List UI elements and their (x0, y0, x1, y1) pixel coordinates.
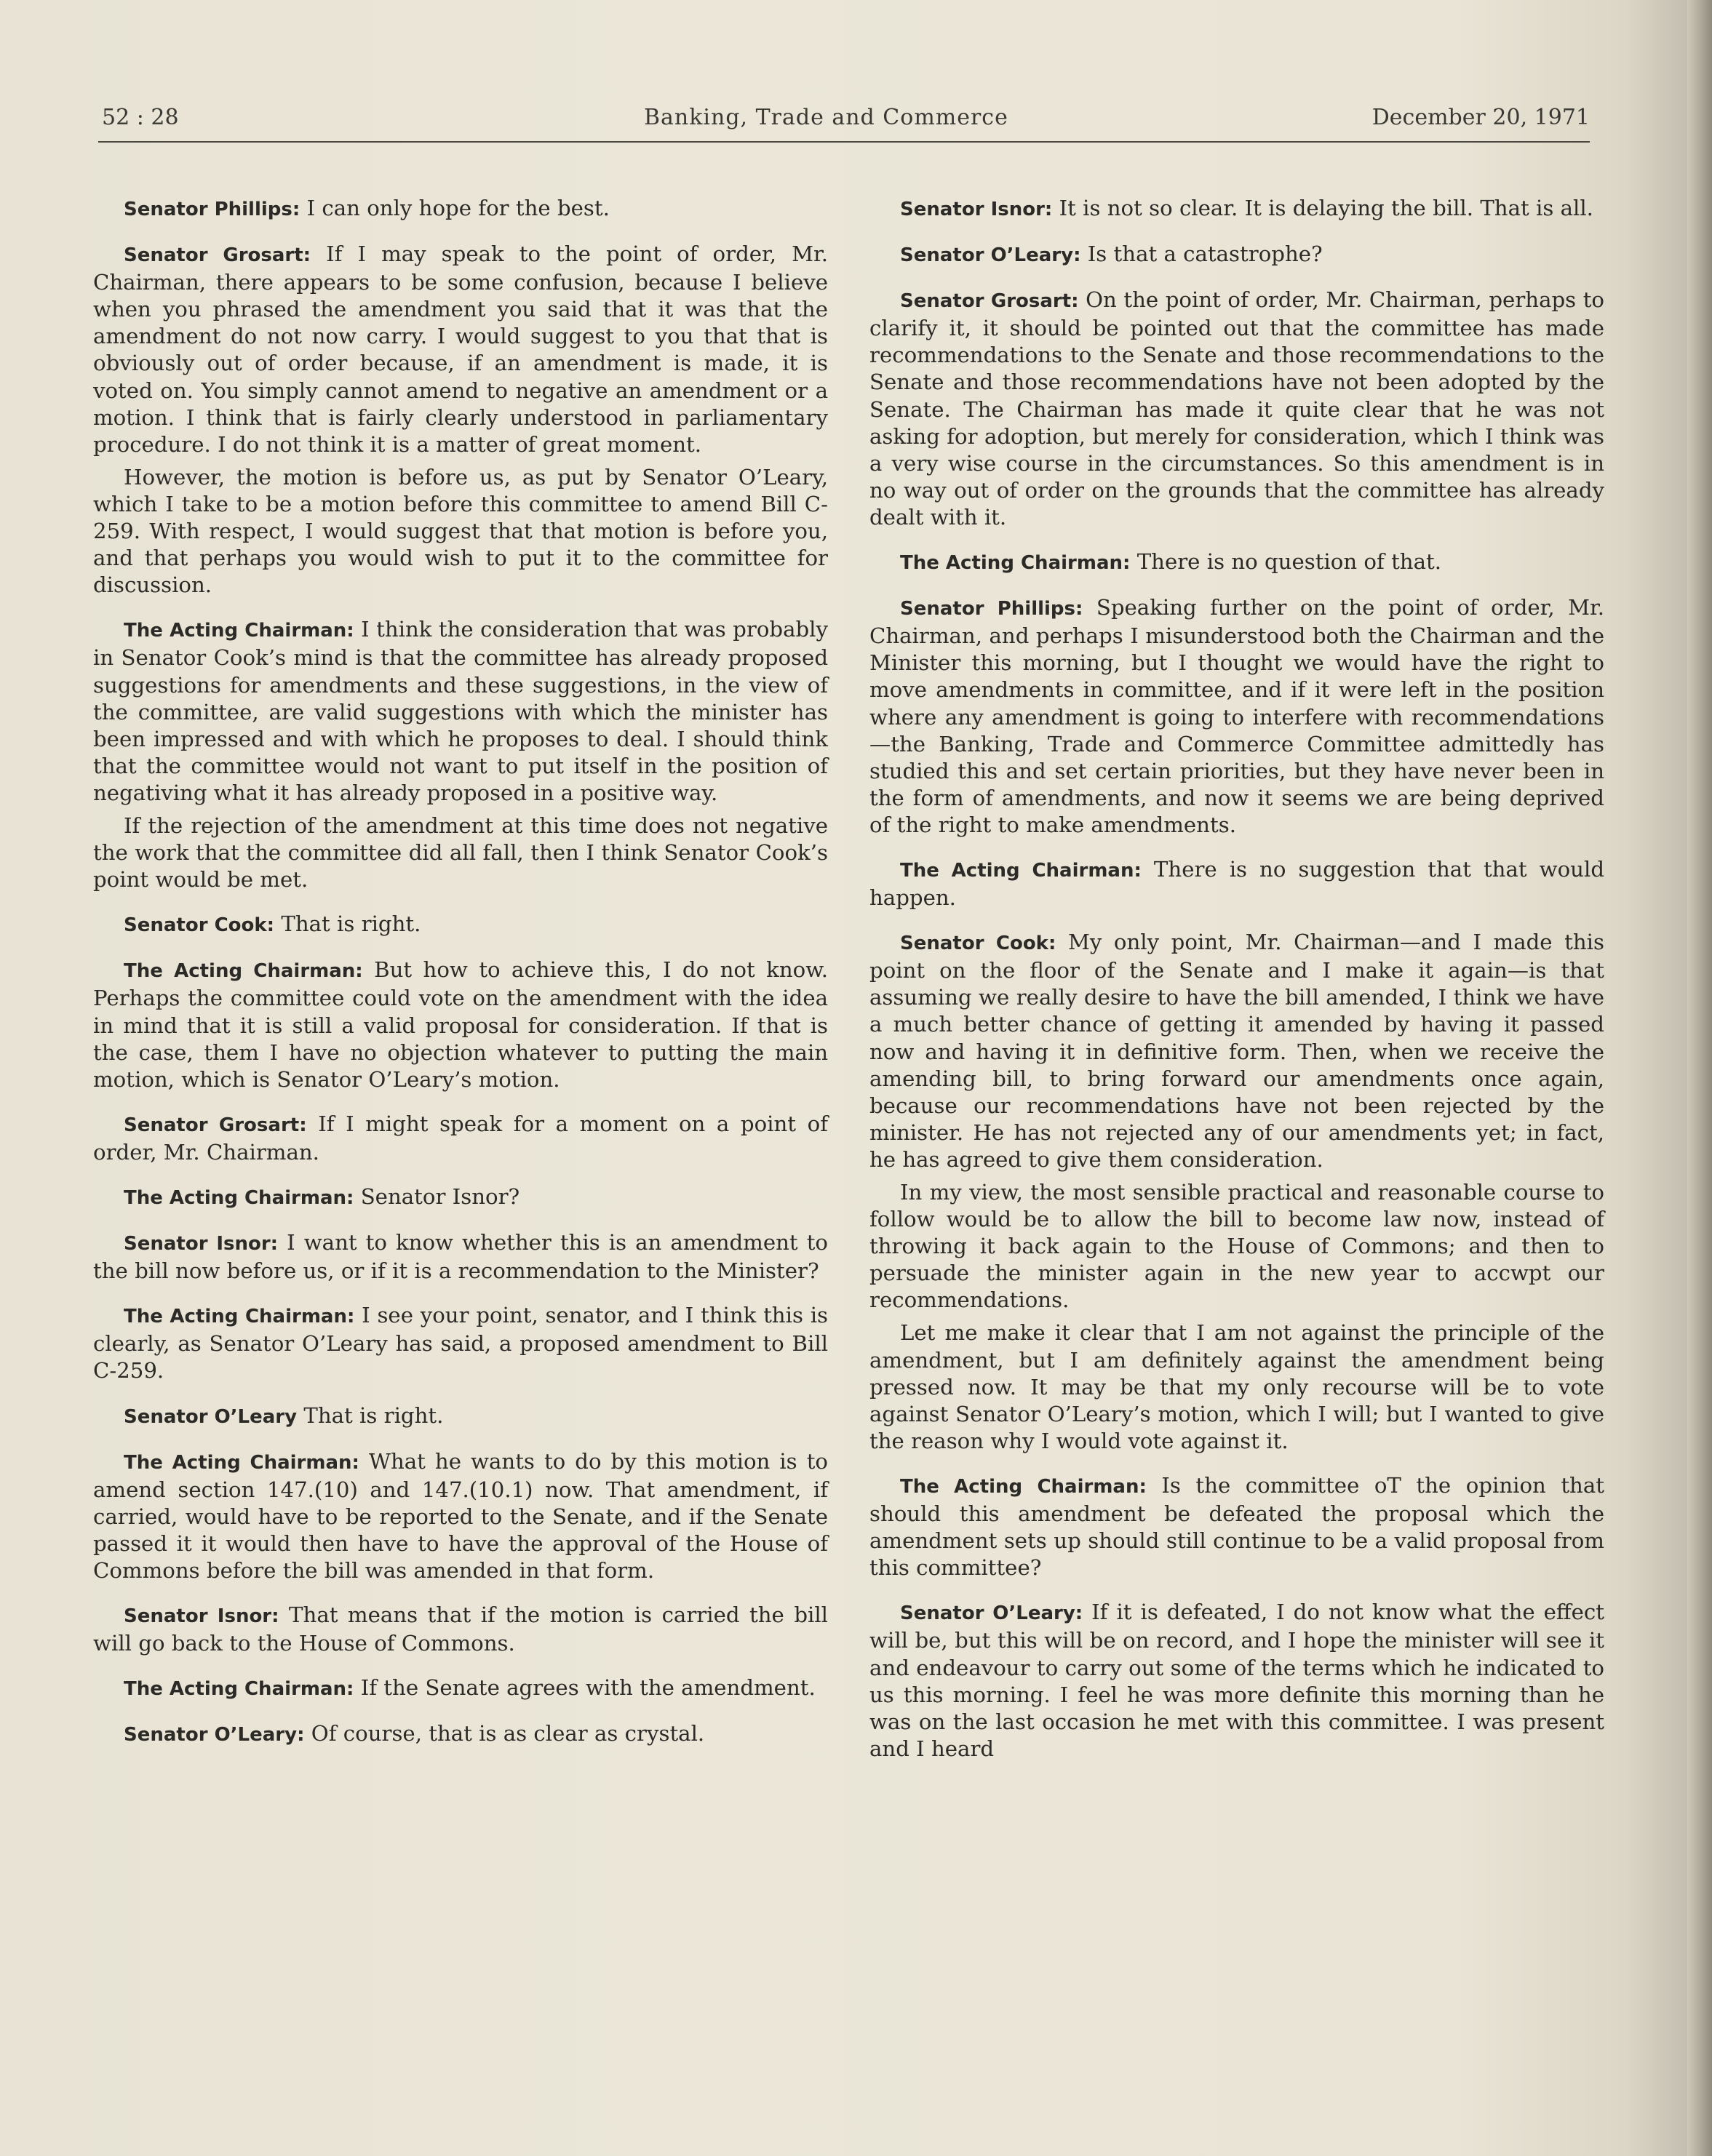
speech-text: There is no suggestion that that would happen. (869, 856, 1605, 911)
speech-text: I can only hope for the best. (306, 196, 610, 220)
speech-text: That is right. (281, 911, 421, 937)
page-number: 52 : 28 (102, 105, 179, 130)
speech-paragraph (93, 464, 828, 599)
speaker-name: Senator O’Leary: (900, 1602, 1083, 1625)
publication-date: December 20, 1971 (1371, 105, 1590, 130)
speaker-name: The Acting Chairman: (124, 1451, 359, 1474)
speech-paragraph (869, 241, 1604, 269)
speech-paragraph (869, 1319, 1604, 1454)
speech-text: My only point, Mr. Chairman—and I made this point on the floor of the Senate and I make it again—is that assuming we really desire to have the bill amended, I think we have a much better chance of getting it amended by having it passed now and having it in definitive form. Then, when we receive the amending bill, to bring forward our amendments once again, because our recommendations have not been rejected by the minister. He has not rejected any of our amendments yet; in fact, he has agreed to give them consideration. (869, 930, 1604, 1172)
speech-paragraph (869, 195, 1604, 223)
speaker-name: The Acting Chairman: (124, 620, 354, 642)
speech-paragraph (869, 548, 1604, 577)
speech-paragraph (93, 1302, 828, 1384)
speaker-name: The Acting Chairman: (900, 859, 1142, 882)
speech-paragraph (93, 813, 828, 893)
speaker-name: The Acting Chairman: (124, 1678, 354, 1701)
speaker-name: Senator O’Leary: (900, 244, 1081, 267)
speech-paragraph (93, 1674, 828, 1703)
speech-paragraph (93, 1229, 828, 1285)
speech-paragraph (93, 1402, 828, 1431)
speech-paragraph (93, 911, 828, 939)
speaker-name: Senator O’Leary: (124, 1724, 305, 1746)
header-rule (98, 141, 1590, 143)
speaker-name: Senator Cook: (124, 914, 275, 937)
speech-text: Speaking further on the point of order, Mr. Chairman, and perhaps I misunderstood both the Chairman and the Minister this morning, but I thought we would have the right to move amendments in committee, and if it were left in the position where any amendment is going to interfere with recommendations—the Banking, Trade and Commerce Committee admittedly has studied this and set certain priorities, but they have never been in the form of amendments, and now it seems we are being deprived of the right to make amendments. (869, 595, 1604, 837)
speech-paragraph (93, 616, 828, 807)
speaker-name: The Acting Chairman: (124, 1306, 355, 1328)
speaker-name: The Acting Chairman: (124, 960, 363, 983)
speech-paragraph (869, 1179, 1604, 1314)
speech-text: If the Senate agrees with the amendment. (360, 1675, 816, 1701)
speaker-name: Senator Phillips: (124, 199, 300, 220)
speech-text: That is right. (303, 1402, 444, 1428)
speaker-name: Senator Cook: (900, 933, 1056, 955)
speech-text: If I may speak to the point of order, Mr. Chairman, there appears to be some confusion, because I believe when you phrased the amendment you said that it was that the amendment do not now carry. I would suggest to you that that is obviously out of order because, if an amendment is made, it is voted on. You simply cannot amend to negative an amendment or a motion. I think that is fairly clearly understood in parliamentary procedure. I do not think it is a matter of great moment. (93, 241, 828, 457)
speech-text: That means that if the motion is carried the bill will go back to the House of Commons. (93, 1602, 829, 1656)
speech-text: I think the consideration that was probably in Senator Cook’s mind is that the committee has already proposed suggestions for amendments and these suggestions, in the view of the committee, are valid suggestions with which the minister has been impressed and with which he proposes to deal. I should think that the committee would not want to put itself in the position of negativing what it has already proposed in a positive way. (93, 617, 828, 805)
speech-text: There is no question of that. (1136, 549, 1442, 575)
publication-title: Banking, Trade and Commerce (644, 105, 1008, 130)
speaker-name: Senator Grosart: (900, 290, 1079, 313)
speech-text: In my view, the most sensible practical and reasonable course to follow would be to allow the bill to become law now, instead of throwing it back again to the House of Commons; and then to persuade the minister again in the new year to accwpt our recommendations. (869, 1180, 1604, 1313)
speech-paragraph (93, 1111, 828, 1166)
speech-text: What he wants to do by this motion is to amend section 147.(10) and 147.(10.1) now. That amendment, if carried, would have to be reported to the Senate, and if the Senate passed it it would then have to have the approval of the House of Commons before the bill was amended in that form. (93, 1448, 828, 1584)
running-head (102, 105, 1590, 140)
speaker-name: Senator Phillips: (900, 598, 1083, 620)
speaker-name: Senator Grosart: (124, 1114, 307, 1136)
speech-text: Is the committee oT the opinion that should this amendment be defeated the proposal which the amendment sets up should still continue to be a valid proposal from this committee? (869, 1472, 1604, 1581)
speech-paragraph (869, 287, 1604, 531)
right-column (869, 195, 1604, 1780)
speech-paragraph (93, 241, 828, 458)
speech-paragraph (869, 594, 1604, 839)
speech-paragraph (93, 1448, 828, 1584)
speech-text: It is not so clear. It is delaying the bill. That is all. (1059, 196, 1593, 220)
speaker-name: The Acting Chairman: (124, 1187, 354, 1209)
speech-paragraph (93, 195, 828, 223)
speaker-name: Senator Grosart: (124, 244, 311, 267)
speech-text: I see your point, senator, and I think this is clearly, as Senator O’Leary has said, a proposed amendment to Bill C-259. (93, 1303, 829, 1384)
speaker-name: Senator O’Leary (124, 1405, 298, 1428)
speech-text: On the point of order, Mr. Chairman, perhaps to clarify it, it should be pointed out that the committee has made recommendations to the Senate and those recommendations to the Senate and those recommendations have not been adopted by the Senate. The Chairman has made it quite clear that he was not asking for adoption, but merely for consideration, which I think was a very wise course in the circumstances. So this amendment is in no way out of order on the grounds that the committee has already dealt with it. (869, 287, 1604, 530)
speech-text: If I might speak for a moment on a point of order, Mr. Chairman. (93, 1111, 829, 1165)
speech-paragraph (869, 856, 1604, 911)
speech-text: Senator Isnor? (360, 1184, 520, 1209)
left-column (93, 195, 828, 1767)
speech-paragraph (869, 1472, 1604, 1581)
speech-paragraph (869, 929, 1604, 1173)
speech-paragraph (93, 957, 828, 1093)
speech-paragraph (93, 1183, 828, 1212)
page-edge-shadow (1687, 0, 1712, 2156)
speech-text: Is that a catastrophe? (1087, 241, 1323, 267)
speech-text: But how to achieve this, I do not know. Perhaps the committee could vote on the amendment with the idea in mind that it is still a valid proposal for consideration. If that is the case, them I have no objection whatever to putting the main motion, which is Senator O’Leary’s motion. (93, 957, 828, 1092)
speech-text: If it is defeated, I do not know what the effect will be, but this will be on record, and I hope the minister will see it and endeavour to carry out some of the terms which he indicated to us this morning. I feel he was more definite this morning than he was on the last occasion he met with this committee. I was present and I heard (869, 1600, 1604, 1761)
speaker-name: Senator Isnor: (900, 199, 1053, 220)
speaker-name: The Acting Chairman: (900, 1475, 1147, 1498)
speech-paragraph (93, 1720, 828, 1749)
speaker-name: The Acting Chairman: (900, 552, 1131, 575)
speech-paragraph (869, 1599, 1604, 1762)
speech-text: I want to know whether this is an amendment to the bill now before us, or if it is a recommendation to the Minister? (93, 1230, 828, 1284)
speech-text: However, the motion is before us, as put by Senator O’Leary, which I take to be a motion before this committee to amend Bill C-259. With respect, I would suggest that that motion is before you, and that perhaps you would wish to put it to the committee for discussion. (93, 464, 828, 598)
speech-text: If the rejection of the amendment at this time does not negative the work that the committee did all fall, then I think Senator Cook’s point would be met. (93, 813, 828, 893)
speech-paragraph (93, 1602, 828, 1657)
speech-text: Of course, that is as clear as crystal. (311, 1721, 705, 1746)
speaker-name: Senator Isnor: (124, 1605, 279, 1628)
speaker-name: Senator Isnor: (124, 1233, 279, 1255)
speech-text: Let me make it clear that I am not against the principle of the amendment, but I am definitely against the amendment being pressed now. It may be that my only recourse will be to vote against Senator O’Leary’s motion, which I will; but I wanted to give the reason why I would vote against it. (869, 1320, 1604, 1453)
